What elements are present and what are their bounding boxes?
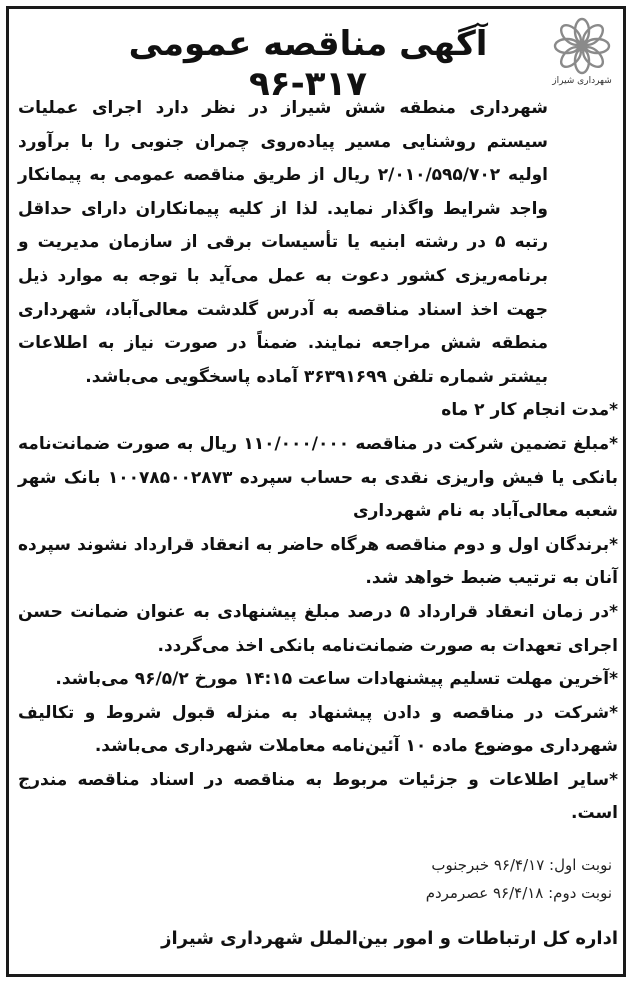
item-duration: *مدت انجام کار ۲ ماه xyxy=(441,400,618,421)
item-winners: *برندگان اول و دوم مناقصه هرگاه حاضر به انعقاد قرارداد نشوند سپرده آنان به ترتیب ضبط خواهد شد. xyxy=(18,534,618,589)
item-guarantee: *مبلغ تضمین شرکت در مناقصه ۱۱۰/۰۰۰/۰۰۰ ریال به صورت ضمانت‌نامه بانکی یا فیش واریزی نقدی به حساب سپرده ۱۰۰۷۸۵۰۰۲۸۷۳ بانک شهر شعبه معالی‌آباد به نام شهرداری xyxy=(18,433,618,522)
notice-body xyxy=(18,92,618,831)
item-conditions: *شرکت در مناقصه و دادن پیشنهاد به منزله قبول شروط و تکالیف شهرداری موضوع ماده ۱۰ آئین‌نامه معاملات شهرداری می‌باشد. xyxy=(18,702,618,757)
logo xyxy=(550,14,614,96)
logo-text: شهرداری شیراز xyxy=(552,76,612,86)
first-publication: نوبت اول: ۹۶/۴/۱۷ خبرجنوب xyxy=(431,856,612,874)
intro-paragraph: شهرداری منطقه شش شیراز در نظر دارد اجرای عملیات سیستم روشنایی مسیر پیاده‌روی چمران جنوبی را با برآورد اولیه ۲/۰۱۰/۵۹۵/۷۰۲ ریال از طریق مناقصه عمومی به پیمانکار واجد شرایط واگذار نماید. لذا از کلیه پیمانکاران دارای حداقل رتبه ۵ در رشته ابنیه یا تأسیسات برقی از سازمان مدیریت و برنامه‌ریزی کشور دعوت به عمل می‌آید با توجه به موارد ذیل جهت اخذ اسناد مناقصه به آدرس گلدشت معالی‌آباد، شهرداری منطقه شش مراجعه نمایند. ضمناً در صورت نیاز به اطلاعات بیشتر شماره تلفن ۳۶۳۹۱۶۹۹ آماده پاسخگویی می‌باشد. xyxy=(18,98,549,387)
second-publication: نوبت دوم: ۹۶/۴/۱۸ عصرمردم xyxy=(425,884,612,902)
issuer-footer: اداره کل ارتباطات و امور بین‌الملل شهرداری شیراز xyxy=(161,928,618,949)
flower-emblem-icon xyxy=(550,14,614,78)
item-deadline: *آخرین مهلت تسلیم پیشنهادات ساعت ۱۴:۱۵ مورخ ۹۶/۵/۲ می‌باشد. xyxy=(55,669,618,690)
page-title: آگهی مناقصه عمومی ۳۱۷-۹۶ xyxy=(128,24,488,104)
item-other-info: *سایر اطلاعات و جزئیات مربوط به مناقصه در اسناد مناقصه مندرج است. xyxy=(18,769,618,824)
item-performance-bond: *در زمان انعقاد قرارداد ۵ درصد مبلغ پیشنهادی به عنوان ضمانت حسن اجرای تعهدات به صورت ضمانت‌نامه بانکی اخذ می‌گردد. xyxy=(18,601,619,656)
